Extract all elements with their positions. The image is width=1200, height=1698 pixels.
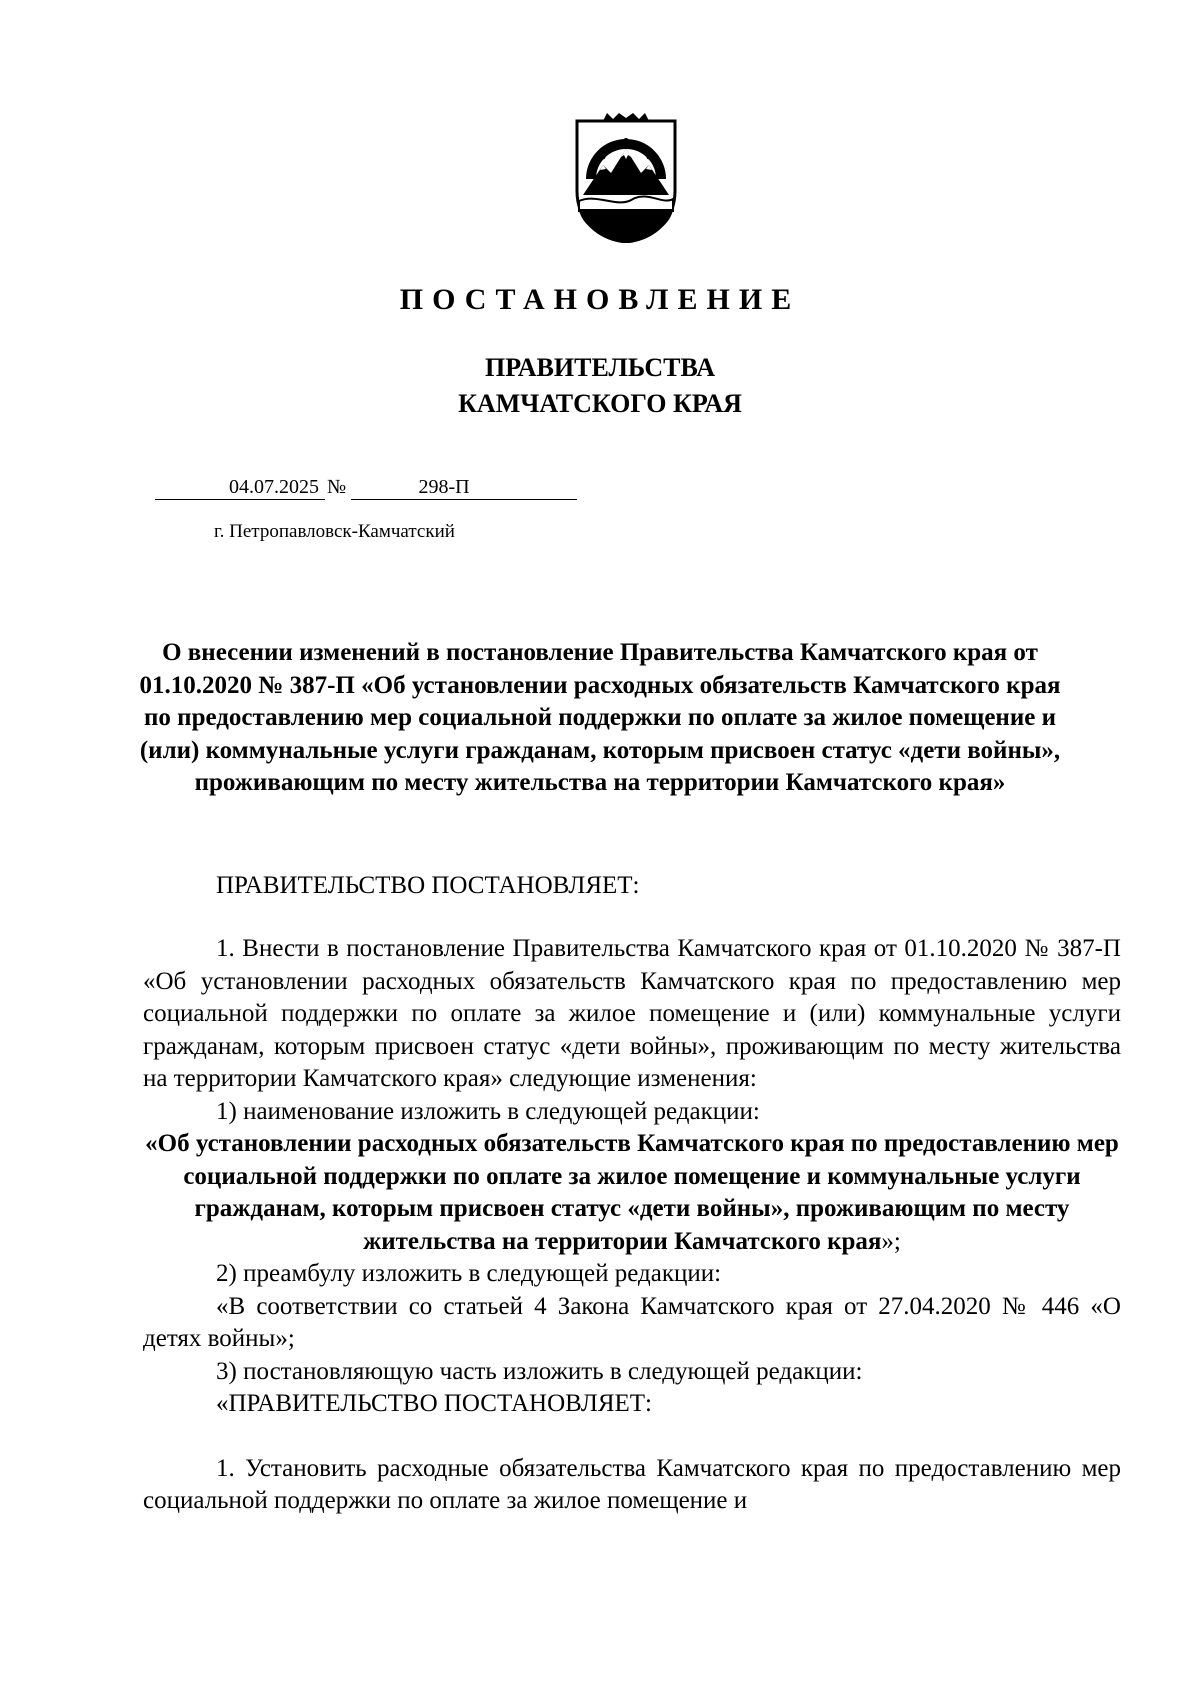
paragraph-last: 1. Установить расходные обязательства Камчатского края по предоставлению мер социальной поддержки по оплате за жилое помещение и — [143, 1454, 1121, 1514]
resolves-heading: ПРАВИТЕЛЬСТВО ПОСТАНОВЛЯЕТ: — [216, 872, 640, 899]
document-type-heading: ПОСТАНОВЛЕНИЕ — [399, 283, 801, 316]
resolves-quoted: «ПРАВИТЕЛЬСТВО ПОСТАНОВЛЯЕТ: — [216, 1390, 652, 1417]
item-1: 1) наименование изложить в следующей редакции: — [216, 1097, 760, 1125]
paragraph-gap — [143, 1421, 1121, 1453]
kamchatka-coat-of-arms-icon — [573, 113, 679, 243]
city-label: г. Петропавловск-Камчатский — [214, 521, 455, 542]
number-sign: № — [327, 476, 347, 498]
issuer-heading — [0, 350, 1200, 422]
new-title-tail: »; — [881, 1227, 901, 1255]
issuer-line-1: ПРАВИТЕЛЬСТВА — [485, 353, 715, 382]
date-number-line — [155, 476, 575, 502]
new-title-text: «Об установлении расходных обязательств Камчатского края по предоставлению мер социальной поддержки по оплате за жилое помещение и коммунальные услуги гражданам, которым присвоен статус «дети войны», проживающим по месту жительства на территории Камчатского края — [145, 1130, 1119, 1255]
issuer-line-2: КАМЧАТСКОГО КРАЯ — [458, 389, 742, 418]
new-title-block — [143, 1128, 1121, 1258]
paragraph-1: 1. Внести в постановление Правительства Камчатского края от 01.10.2020 № 387-П «Об установлении расходных обязательств Камчатского края по предоставлению мер социальной поддержки по оплате за жилое помещение и (или) коммунальные услуги гражданам, которым присвоен статус «дети войны», проживающим по месту жительства на территории Камчатского края» следующие изменения: — [143, 935, 1121, 1092]
preamble-text: «В соответствии со статьей 4 Закона Камчатского края от 27.04.2020 № 446 «О детях войны»; — [143, 1292, 1121, 1352]
item-2: 2) преамбулу изложить в следующей редакции: — [216, 1260, 722, 1287]
item-3: 3) постановляющую часть изложить в следующей редакции: — [216, 1357, 863, 1385]
document-date: 04.07.2025 — [155, 476, 325, 500]
document-body — [143, 933, 1121, 1518]
document-title: О внесении изменений в постановление Правительства Камчатского края от 01.10.2020 № 387-П «Об установлении расходных обязательств Камчатского края по предоставлению мер социальной поддержки по оплате за жилое помещение и (или) коммунальные услуги гражданам, которым присвоен статус «дети войны», проживающим по месту жительства на территории Камчатского края» — [139, 639, 1061, 796]
document-number: 298-П — [351, 476, 577, 500]
